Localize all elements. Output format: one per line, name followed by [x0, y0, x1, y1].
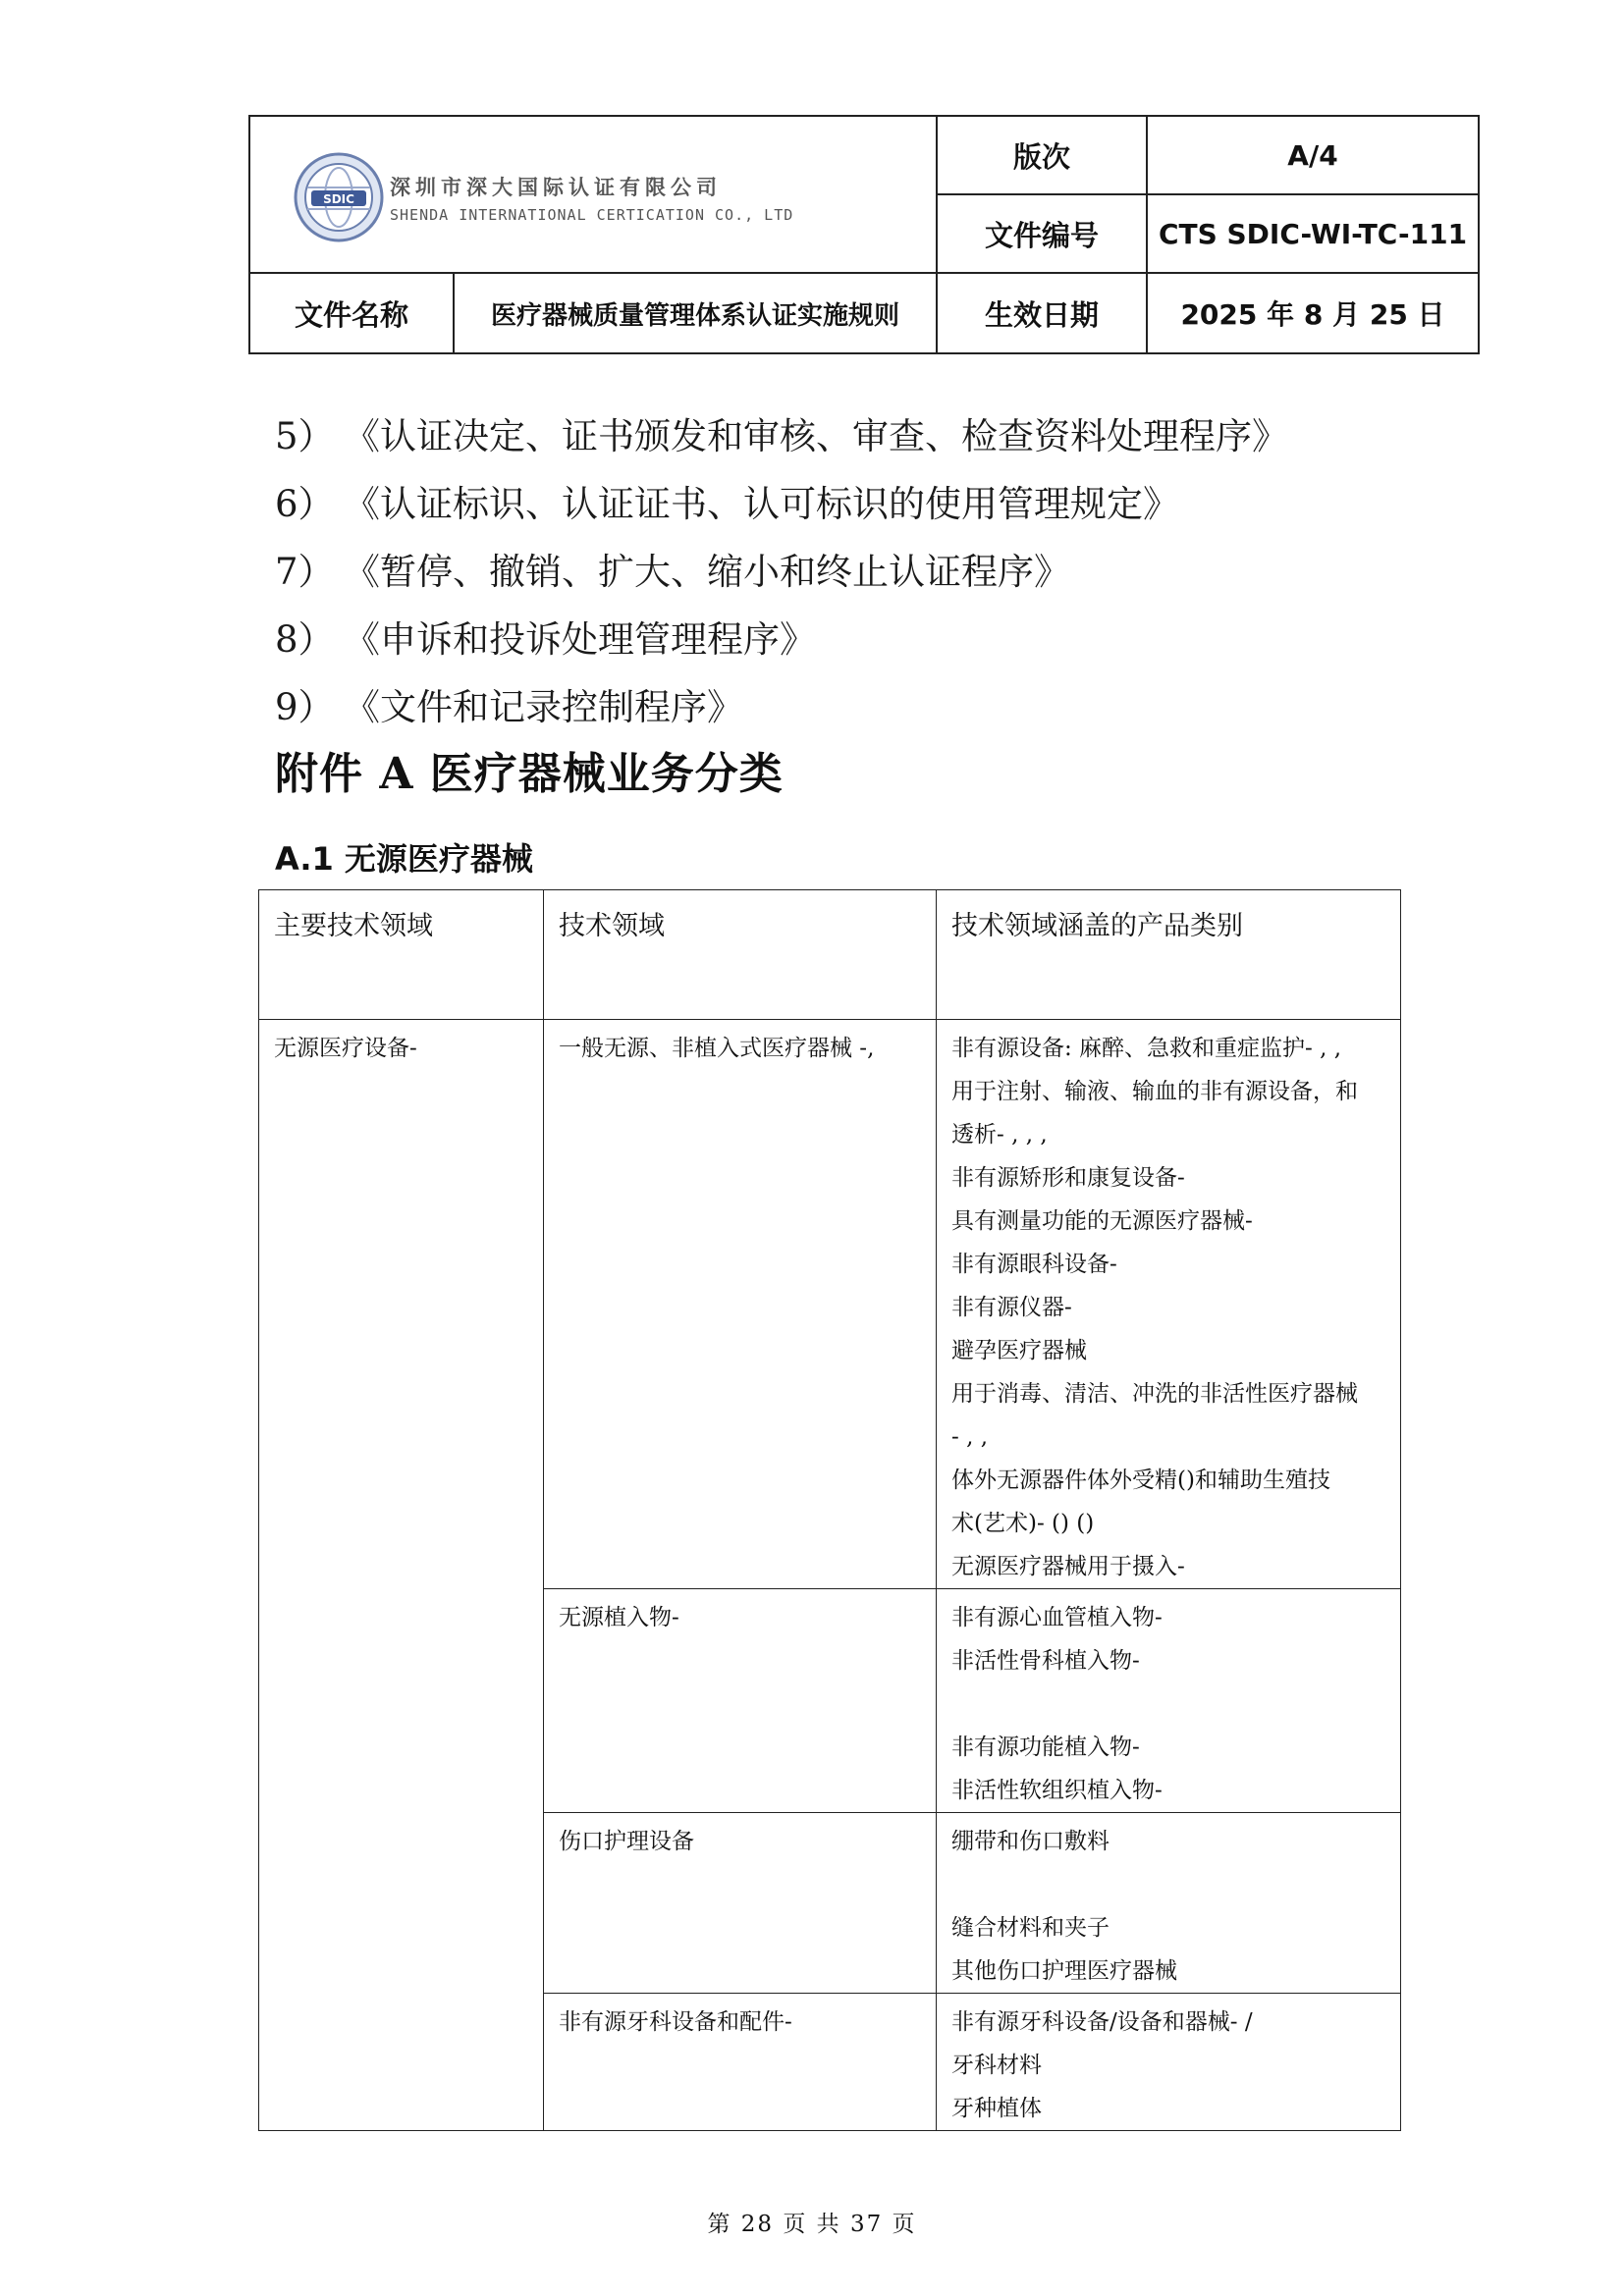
logo-text: SDIC	[323, 192, 354, 206]
list-item: 7） 《暂停、撤销、扩大、缩小和终止认证程序》	[275, 551, 1070, 593]
classification-table	[258, 889, 1401, 2131]
date-value: 2025 年 8 月 25 日	[1147, 273, 1479, 353]
table-row	[259, 1020, 1401, 1589]
docname-label: 文件名称	[249, 273, 454, 353]
version-label: 版次	[937, 116, 1147, 194]
area-cell: 无源植入物-	[544, 1589, 937, 1813]
area-cell: 伤口护理设备	[544, 1813, 937, 1994]
area-cell: 非有源牙科设备和配件-	[544, 1994, 937, 2131]
docno-value: CTS SDIC-WI-TC-111	[1147, 194, 1479, 273]
column-header: 技术领域涵盖的产品类别	[937, 890, 1401, 1020]
annex-title: 附件 A 医疗器械业务分类	[275, 749, 784, 799]
column-header: 主要技术领域	[259, 890, 544, 1020]
docname-value: 医疗器械质量管理体系认证实施规则	[454, 273, 937, 353]
list-item: 9） 《文件和记录控制程序》	[275, 686, 743, 728]
section-title: A.1 无源医疗器械	[275, 840, 533, 878]
company-name-en: SHENDA INTERNATIONAL CERTICATION CO., LTD	[390, 206, 794, 224]
main-area-cell: 无源医疗设备-	[259, 1020, 544, 2131]
date-label: 生效日期	[937, 273, 1147, 353]
reference-list	[275, 402, 1288, 741]
version-value: A/4	[1147, 116, 1479, 194]
company-logo-cell	[249, 116, 937, 273]
page-footer: 第 28 页 共 37 页	[707, 2212, 917, 2237]
list-item: 5） 《认证决定、证书颁发和审核、审查、检查资料处理程序》	[275, 415, 1288, 457]
area-cell: 一般无源、非植入式医疗器械 -,	[544, 1020, 937, 1589]
table-header-row	[259, 890, 1401, 1020]
list-item: 8） 《申诉和投诉处理管理程序》	[275, 618, 816, 661]
column-header: 技术领域	[544, 890, 937, 1020]
company-logo-icon	[294, 152, 384, 242]
docno-label: 文件编号	[937, 194, 1147, 273]
products-cell: 非有源心血管植入物- 非活性骨科植入物- 非有源功能植入物- 非活性软组织植入物-	[937, 1589, 1401, 1813]
products-cell: 绷带和伤口敷料 缝合材料和夹子 其他伤口护理医疗器械	[937, 1813, 1401, 1994]
list-item: 6） 《认证标识、认证证书、认可标识的使用管理规定》	[275, 483, 1179, 525]
products-cell: 非有源设备: 麻醉、急救和重症监护- , , 用于注射、输液、输血的非有源设备，和 透析- , , , 非有源矫形和康复设备- 具有测量功能的无源医疗器械- 非有源眼科设备- 非有源仪器- 避孕医疗器械 用于消毒、清洁、冲洗的非活性医疗器械 - , , 体外无源器件体外受精()和辅助生殖技 术(艺术)- () () 无源医疗器械用于摄入-	[937, 1020, 1401, 1589]
company-name-cn: 深圳市深大国际认证有限公司	[390, 176, 722, 199]
products-cell: 非有源牙科设备/设备和器械- / 牙科材料 牙种植体	[937, 1994, 1401, 2131]
document-header	[248, 115, 1480, 354]
